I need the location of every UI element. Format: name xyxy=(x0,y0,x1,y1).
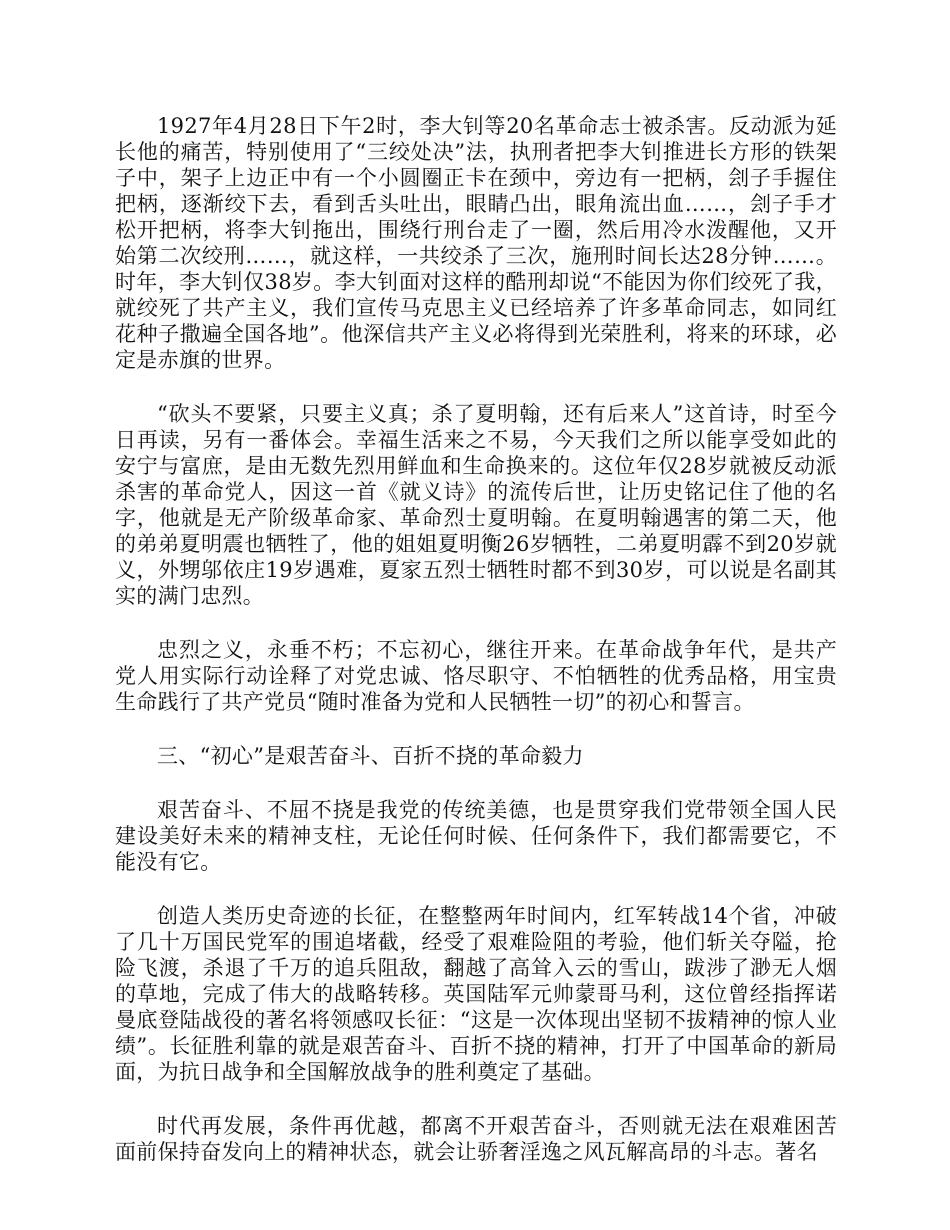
paragraph-hard-work: 艰苦奋斗、不屈不挠是我党的传统美德，也是贯穿我们党带领全国人民建设美好未来的精神支柱，无论任何时候、任何条件下，我们都需要它，不能没有它。 xyxy=(115,798,837,874)
document-page xyxy=(115,113,837,1193)
paragraph-li-dazhao: 1927年4月28日下午2时，李大钊等20名革命志士被杀害。反动派为延长他的痛苦，特别使用了“三绞处决”法，执刑者把李大钊推进长方形的铁架子中，架子上边正中有一个小圆圈正卡在颈中，旁边有一把柄，刽子手握住把柄，逐渐绞下去，看到舌头吐出，眼睛凸出，眼角流出血……，刽子手才松开把柄，将李大钊拖出，围绕行刑台走了一圈，然后用冷水泼醒他，又开始第二次绞刑……，就这样，一共绞杀了三次，施刑时间长达28分钟……。时年，李大钊仅38岁。李大钊面对这样的酷刑却说“不能因为你们绞死了我，就绞死了共产主义，我们宣传马克思主义已经培养了许多革命同志，如同红花种子撒遍全国各地”。他深信共产主义必将得到光荣胜利，将来的环球，必定是赤旗的世界。 xyxy=(115,114,837,372)
paragraph-loyalty: 忠烈之义，永垂不朽；不忘初心，继往开来。在革命战争年代，是共产党人用实际行动诠释了对党忠诚、恪尽职守、不怕牺牲的优秀品格，用宝贵生命践行了共产党员“随时准备为党和人民牺牲一切”的初心和誓言。 xyxy=(115,638,837,714)
paragraph-xia-minghan: “砍头不要紧，只要主义真；杀了夏明翰，还有后来人”这首诗，时至今日再读，另有一番体会。幸福生活来之不易，今天我们之所以能享受如此的安宁与富庶，是由无数先烈用鲜血和生命换来的。这位年仅28岁就被反动派杀害的革命党人，因这一首《就义诗》的流传后世，让历史铭记住了他的名字，他就是无产阶级革命家、革命烈士夏明翰。在夏明翰遇害的第二天，他的弟弟夏明震也牺牲了，他的姐姐夏明衡26岁牺牲，二弟夏明霹不到20岁就义，外甥邬依庄19岁遇难，夏家五烈士牺牲时都不到30岁，可以说是名副其实的满门忠烈。 xyxy=(115,402,837,608)
paragraph-long-march: 创造人类历史奇迹的长征，在整整两年时间内，红军转战14个省，冲破了几十万国民党军的围追堵截，经受了艰难险阻的考验，他们斩关夺隘，抢险飞渡，杀退了千万的追兵阻敌，翻越了高耸入云的雪山，跋涉了渺无人烟的草地，完成了伟大的战略转移。英国陆军元帅蒙哥马利，这位曾经指挥诺曼底登陆战役的著名将领感叹长征：“这是一次体现出坚韧不拔精神的惊人业绩”。长征胜利靠的就是艰苦奋斗、百折不挠的精神，打开了中国革命的新局面，为抗日战争和全国解放战争的胜利奠定了基础。 xyxy=(115,904,837,1084)
section-heading: 三、“初心”是艰苦奋斗、百折不挠的革命毅力 xyxy=(157,744,584,768)
paragraph-times: 时代再发展，条件再优越，都离不开艰苦奋斗，否则就无法在艰难困苦面前保持奋发向上的精神状态，就会让骄奢淫逸之风瓦解高昂的斗志。著名 xyxy=(115,1114,837,1164)
